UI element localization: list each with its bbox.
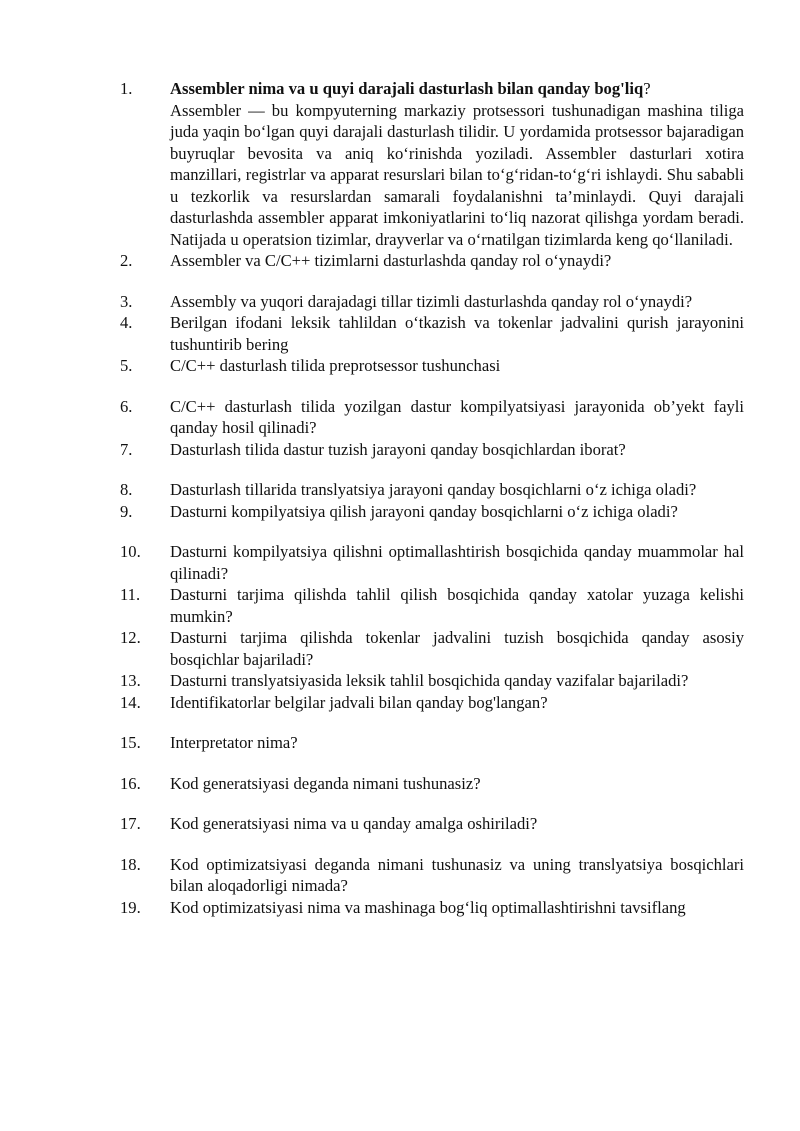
question-number: 15. [120,733,141,752]
question-title: Kod optimizatsiyasi nima va mashinaga bog‘liq optimallashtirishni tavsiflang [170,897,686,917]
question-title: Dasturni tarjima qilishda tokenlar jadvalini tuzish bosqichida qanday asosiy bosqichlar bajariladi? [170,628,744,669]
question-item [120,250,744,272]
question-number: 3. [120,291,133,311]
question-title: Dasturni kompilyatsiya qilish jarayoni qanday bosqichlarni o‘z ichiga oladi? [170,501,678,521]
question-mark: ? [643,79,651,98]
question-number: 18. [120,854,141,874]
question-number: 8. [120,480,133,499]
question-number: 2. [120,251,133,270]
question-item [120,732,744,754]
question-item [120,501,744,523]
question-item [120,670,744,692]
question-title: Assembly va yuqori darajadagi tillar tizimli dasturlashda qanday rol o‘ynaydi? [170,291,693,311]
question-item [120,627,744,670]
question-number: 1. [120,79,133,98]
question-item [120,897,744,919]
question-number: 19. [120,897,141,917]
question-number: 11. [120,585,141,604]
question-number: 16. [120,773,141,793]
question-item [120,479,744,501]
question-number: 17. [120,814,141,833]
question-number: 10. [120,542,141,561]
question-item [120,773,744,795]
question-item [120,291,744,313]
question-item [120,439,744,461]
question-item [120,396,744,439]
question-number: 9. [120,501,133,521]
question-title: Assembler nima va u quyi darajali dasturlash bilan qanday bog'liq [170,79,644,98]
question-title: C/C++ dasturlash tilida preprotsessor tushunchasi [170,356,501,375]
question-title: Identifikatorlar belgilar jadvali bilan qanday bog'langan? [170,692,548,712]
question-item [120,312,744,355]
question-title: Interpretator nima? [170,733,298,752]
answer-text: Assembler — bu kompyuterning markaziy protsessori tushunadigan mashina tiliga juda yaqin bo‘lgan quyi darajali dasturlash tilidir. U yordamida protsessor bajaradigan buyruqlar bevosita va aniq ko‘rinishda yoziladi. Assembler dasturlari xotira manzillari, registrlar va apparat resurslari bilan to‘g‘ridan-to‘g‘ri ishlaydi. Shu sababli u tezkorlik va resurslardan samarali foydalanishni ta’minlaydi. Quyi darajali dasturlashda assembler apparat imkoniyatlarini to‘liq nazorat qilishga yordam beradi. Natijada u operatsion tizimlar, drayverlar va o‘rnatilgan tizimlarda keng qo‘llaniladi. [170,100,744,249]
question-number: 5. [120,356,133,375]
question-title: C/C++ dasturlash tilida yozilgan dastur kompilyatsiyasi jarayonida ob’yekt fayli qanday hosil qilinadi? [170,396,744,437]
question-title: Assembler va C/C++ tizimlarni dasturlashda qanday rol o‘ynaydi? [170,251,612,270]
question-item [120,584,744,627]
question-list [120,78,744,918]
question-item [120,692,744,714]
question-number: 4. [120,313,133,332]
question-body [170,78,744,250]
question-number: 12. [120,628,141,647]
question-title: Dasturni tarjima qilishda tahlil qilish bosqichida qanday xatolar yuzaga kelishi mumkin? [170,585,744,626]
question-number: 7. [120,439,133,459]
question-number: 6. [120,396,133,416]
question-item [120,78,744,250]
question-title: Dasturni translyatsiyasida leksik tahlil bosqichida qanday vazifalar bajariladi? [170,671,689,690]
question-title: Berilgan ifodani leksik tahlildan o‘tkazish va tokenlar jadvalini qurish jarayonini tushuntirib bering [170,313,744,354]
question-item [120,355,744,377]
question-title: Dasturlash tilida dastur tuzish jarayoni qanday bosqichlardan iborat? [170,439,626,459]
question-number: 13. [120,671,141,690]
question-item [120,854,744,897]
question-number: 14. [120,692,141,712]
question-title: Kod generatsiyasi nima va u qanday amalga oshiriladi? [170,814,538,833]
question-title: Dasturni kompilyatsiya qilishni optimallashtirish bosqichida qanday muammolar hal qilinadi? [170,542,744,583]
question-title: Kod optimizatsiyasi deganda nimani tushunasiz va uning translyatsiya bosqichlari bilan aloqadorligi nimada? [170,854,744,895]
question-title: Dasturlash tillarida translyatsiya jarayoni qanday bosqichlarni o‘z ichiga oladi? [170,480,697,499]
question-title: Kod generatsiyasi deganda nimani tushunasiz? [170,773,481,793]
question-item [120,541,744,584]
question-item [120,813,744,835]
